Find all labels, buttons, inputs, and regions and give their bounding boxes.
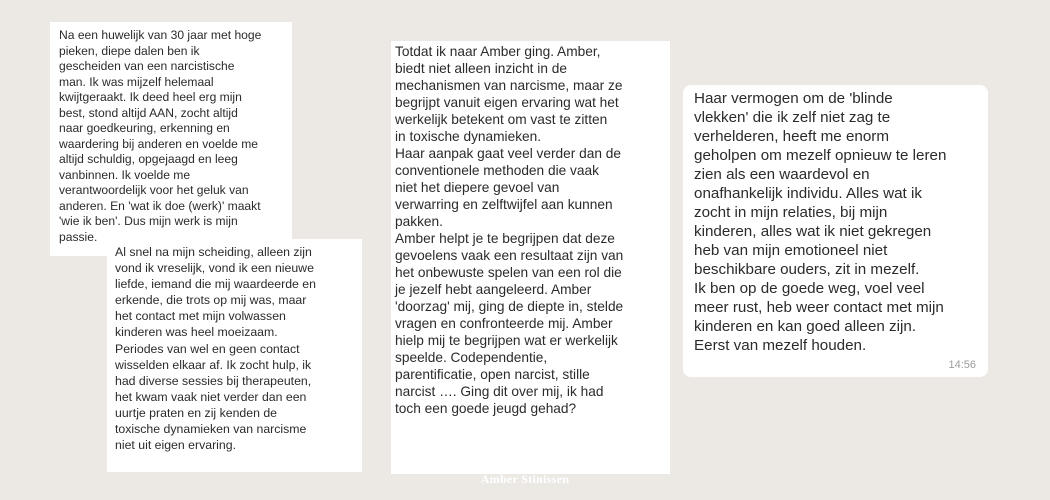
testimonial-card-1 [50,22,292,256]
message-text: Na een huwelijk van 30 jaar met hoge pieken, diepe dalen ben ik gescheiden van een narcistische man. Ik was mijzelf helemaal kwijtgeraakt. Ik deed heel erg mijn best, stond altijd AAN, zocht altijd naar goedkeuring, erkenning en waardering bij anderen en voelde me altijd schuldig, opgejaagd en leeg vanbinnen. Ik voelde me verantwoordelijk voor het geluk van anderen. En 'wat ik doe (werk)' maakt 'wie ik ben'. Dus mijn werk is mijn passie. [59,28,262,244]
message-timestamp: 14:56 [948,359,976,371]
testimonial-card-3 [391,41,670,474]
message-text: Totdat ik naar Amber ging. Amber, biedt niet alleen inzicht in de mechanismen van narcisme, maar ze begrijpt vanuit eigen ervaring wat het werkelijk betekent om vast te zitten in toxische dynamieken. Haar aanpak gaat veel verder dan de conventionele methoden die vaak niet het diepere gevoel van verwarring en zelftwijfel aan kunnen pakken. Amber helpt je te begrijpen dat deze gevoelens vaak een resultaat zijn van het onbewuste spelen van een rol die je jezelf hebt aangeleerd. Amber 'doorzag' mij, ging de diepte in, stelde vragen en confronteerde mij. Amber hielp mij te begrijpen wat er werkelijk speelde. Codependentie, parentificatie, open narcist, stille narcist …. Ging dit over mij, ik had toch een goede jeugd gehad? [395,44,624,416]
chat-message-bubble [683,85,988,377]
message-text: Al snel na mijn scheiding, alleen zijn vond ik vreselijk, vond ik een nieuwe liefde, iemand die mij waardeerde en erkende, die trots op mij was, maar het contact met mijn volwassen kinderen was heel moeizaam. Periodes van wel en geen contact wisselden elkaar af. Ik zocht hulp, ik had diverse sessies bij therapeuten, het kwam vaak niet verder dan een uurtje praten en zij kenden de toxische dynamieken van narcisme niet uit eigen ervaring. [115,245,316,453]
watermark: Amber Stinissen [480,472,570,486]
testimonial-card-2 [107,239,362,472]
message-text: Haar vermogen om de 'blinde vlekken' die ik zelf niet zag te verhelderen, heeft me enorm geholpen om mezelf opnieuw te leren zien als een waardevol en onafhankelijk individu. Alles wat ik zocht in mijn relaties, bij mijn kinderen, alles wat ik niet gekregen heb van mijn emotioneel niet beschikbare ouders, zit in mezelf. Ik ben op de goede weg, voel veel meer rust, heb weer contact met mijn kinderen en kan goed alleen zijn. Eerst van mezelf houden. [694,90,947,354]
